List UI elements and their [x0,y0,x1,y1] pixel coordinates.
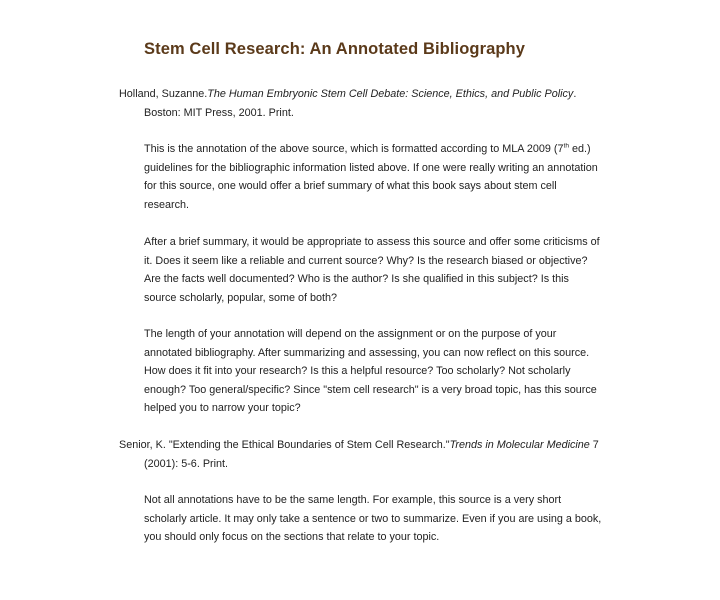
annotation-line: enough? Too general/specific? Since "stem cell research" is a very broad topic, has this source [144,383,597,396]
citation-author: Senior, K. "Extending the Ethical Boundaries of Stem Cell Research." [119,439,450,451]
annotation-paragraph [144,233,614,307]
annotation-line: This is the annotation of the above source, which is formatted according to MLA 2009 (7th ed.) [144,142,591,155]
annotation-line: Not all annotations have to be the same length. For example, this source is a very short [144,494,562,506]
annotation-paragraph [144,325,614,418]
superscript: th [563,142,569,150]
annotation-line: scholarly article. It may only take a sentence or two to summarize. Even if you are using a book, [144,512,602,525]
annotation-line: source scholarly, popular, some of both? [144,291,338,304]
annotation-line: it. Does it seem like a reliable and current source? Why? Is the research biased or objective? [144,254,588,267]
annotation-line: annotated bibliography. After summarizing and assessing, you can now reflect on this source. [144,346,590,359]
citation-line-1 [119,85,589,104]
citation-line-1 [119,436,599,455]
citation-end: 7 [589,439,599,451]
citation-author: Holland, Suzanne. [119,88,208,100]
annotation-paragraph [144,491,614,547]
annotation-paragraph [144,140,614,214]
annotation-line: After a brief summary, it would be appropriate to assess this source and offer some criticisms of [144,236,600,248]
annotation-line: Are the facts well documented? Who is the author? Is she qualified in this subject? Is this [144,273,569,285]
annotation-line: guidelines for the bibliographic information listed above. If one were really writing an annotation [144,161,598,174]
citation-end: . [573,88,577,100]
annotation-line: The length of your annotation will depend on the assignment or on the purpose of your [144,328,557,340]
citation-title: Trends in Molecular Medicine [449,439,590,451]
citation-holland [119,85,589,122]
annotation-line: you should only focus on the sections that relate to your topic. [144,531,440,543]
annotation-line: How does it fit into your research? Is this a helpful resource? Too scholarly? Not scholarly [144,365,571,377]
citation-line-2: Boston: MIT Press, 2001. Print. [144,106,294,119]
citation-senior [119,436,599,473]
annotation-line: for this source, one would offer a brief summary of what this book says about stem cell [144,180,557,192]
annotation-line: helped you to narrow your topic? [144,402,301,414]
page-title: Stem Cell Research: An Annotated Bibliography [144,40,526,58]
annotation-line: research. [144,198,190,211]
citation-title: The Human Embryonic Stem Cell Debate: Science, Ethics, and Public Policy [207,88,574,100]
citation-line-2: (2001): 5-6. Print. [144,457,229,470]
